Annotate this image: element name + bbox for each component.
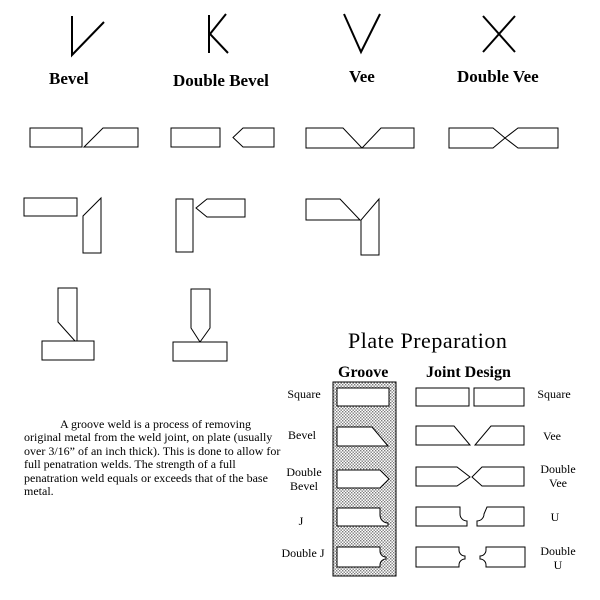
right-label-vee: Vee (543, 429, 561, 443)
right-label-square: Square (537, 387, 571, 401)
left-label-double-bevel: Double Bevel (286, 465, 322, 493)
double-bevel-butt-right-plate (233, 128, 274, 147)
left-label-double-j: Double J (281, 546, 325, 560)
groove-square-edge (337, 388, 389, 406)
double-bevel-tee-vertical-plate (191, 289, 210, 342)
bevel-corner-horizontal-plate (24, 198, 77, 216)
double-bevel-corner-vertical-plate (176, 199, 193, 252)
double-bevel-corner-horizontal-plate (196, 199, 245, 217)
bevel-tee-base-plate (42, 341, 94, 360)
left-label-j: J (298, 514, 304, 528)
right-label-double-u: Double U (540, 544, 576, 572)
bevel-corner-vertical-plate (83, 198, 101, 253)
double-vee-symbol (483, 16, 515, 52)
joint-vee-right-plate (475, 426, 524, 445)
bevel-tee-vertical-plate (58, 288, 77, 341)
joint-double-u-right-plate (480, 547, 525, 567)
double-bevel-label: Double Bevel (173, 71, 269, 90)
bevel-butt-right-plate (84, 128, 138, 147)
joint-square-right-plate (474, 388, 524, 406)
double-bevel-tee-base-plate (173, 342, 227, 361)
groove-double-bevel-edge (337, 470, 389, 488)
plate-preparation-title: Plate Preparation (348, 328, 508, 353)
vee-symbol (344, 14, 380, 52)
joint-u-right-plate (477, 507, 524, 526)
left-label-bevel: Bevel (288, 428, 316, 442)
groove-header: Groove (338, 364, 389, 381)
left-label-square: Square (287, 387, 321, 401)
right-label-double-vee: Double Vee (540, 462, 576, 490)
right-label-u: U (550, 510, 560, 524)
joint-design-header: Joint Design (426, 364, 511, 381)
groove-weld-description: A groove weld is a process of removing original metal from the weld joint, on plate (usually over 3/16” of an inch thick). This is done to allow for full penatration welds. The strength of a full penatration weld equals or exceeds that of the base metal. (24, 417, 281, 499)
double-bevel-butt-left-plate (171, 128, 220, 147)
double-vee-butt-right-plate (505, 128, 558, 148)
joint-square-left-plate (416, 388, 469, 406)
joint-double-vee-right-plate (472, 467, 524, 486)
bevel-label: Bevel (49, 69, 89, 88)
joint-double-vee-left-plate (416, 467, 470, 486)
joint-vee-left-plate (416, 426, 470, 445)
vee-butt-left-plate (306, 128, 362, 148)
double-bevel-symbol (209, 14, 228, 53)
bevel-symbol (72, 16, 104, 55)
bevel-butt-left-plate (30, 128, 82, 147)
double-vee-label: Double Vee (457, 67, 539, 86)
groove-double-j-edge (337, 547, 386, 567)
double-vee-butt-left-plate (449, 128, 505, 148)
vee-corner-horizontal-plate (306, 199, 360, 220)
vee-label: Vee (349, 67, 375, 86)
joint-double-u-left-plate (416, 547, 465, 567)
vee-butt-right-plate (362, 128, 414, 148)
vee-corner-vertical-plate (361, 199, 379, 255)
groove-j-edge (337, 508, 388, 526)
joint-u-left-plate (416, 507, 467, 526)
